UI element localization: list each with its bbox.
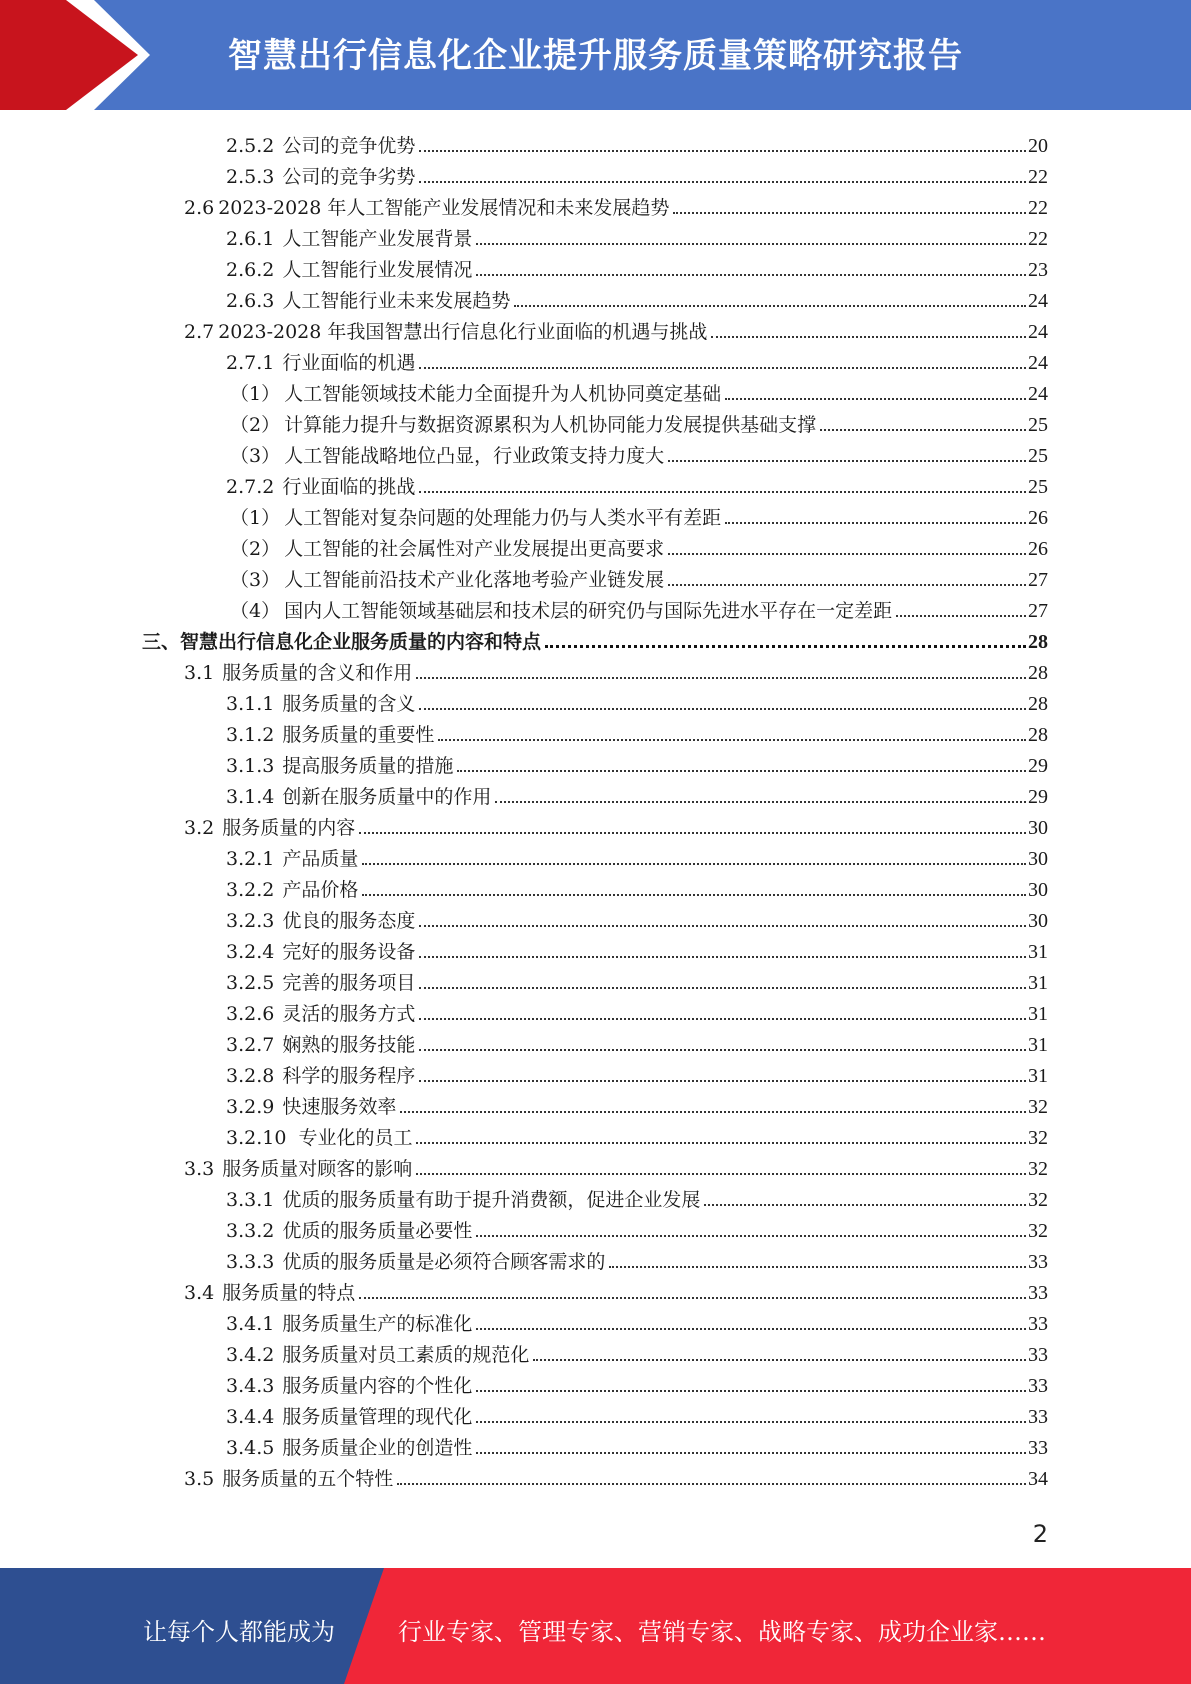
toc-entry-page: 25: [1028, 445, 1048, 467]
toc-entry[interactable]: [226, 902, 1048, 933]
toc-entry[interactable]: [226, 1305, 1048, 1336]
toc-entry-number: 3.2.5: [226, 972, 275, 994]
toc-entry-number: 2.7.2: [226, 476, 275, 498]
toc-entry-page: 32: [1028, 1127, 1048, 1149]
toc-entry-number: 3.2.3: [226, 910, 275, 932]
toc-entry[interactable]: [230, 530, 1048, 561]
toc-entry-page: 30: [1028, 817, 1048, 839]
dot-leader: [545, 645, 1026, 648]
dot-leader: [362, 894, 1026, 896]
toc-entry[interactable]: [230, 437, 1048, 468]
toc-entry[interactable]: [230, 592, 1048, 623]
toc-entry-title: 产品质量: [282, 848, 359, 870]
toc-entry-title: 服务质量生产的标准化: [282, 1313, 473, 1335]
dot-leader: [397, 1483, 1026, 1485]
toc-entry[interactable]: [230, 561, 1048, 592]
toc-entry-title: 服务质量的含义和作用: [222, 662, 413, 684]
toc-entry-number: 3.2.6: [226, 1003, 275, 1025]
dot-leader: [668, 584, 1026, 586]
toc-entry-title: 服务质量内容的个性化: [282, 1375, 473, 1397]
toc-entry-number: 三、: [142, 631, 181, 653]
toc-entry-page: 22: [1028, 166, 1048, 188]
toc-entry-title: 提高服务质量的措施: [282, 755, 454, 777]
dot-leader: [609, 1266, 1026, 1268]
toc-entry-number: 3.4.1: [226, 1313, 275, 1335]
toc-entry-page: 31: [1028, 1034, 1048, 1056]
toc-entry-title: 服务质量对顾客的影响: [222, 1158, 413, 1180]
toc-entry-page: 31: [1028, 941, 1048, 963]
toc-entry-page: 31: [1028, 1065, 1048, 1087]
toc-entry-number: 3.2.8: [226, 1065, 275, 1087]
dot-leader: [416, 1173, 1026, 1175]
dot-leader: [419, 181, 1026, 183]
toc-entry[interactable]: [226, 1088, 1048, 1119]
toc-entry[interactable]: [226, 995, 1048, 1026]
dot-leader: [359, 1297, 1026, 1299]
toc-entry-title: 完好的服务设备: [282, 941, 416, 963]
toc-entry[interactable]: [226, 1026, 1048, 1057]
toc-entry-page: 24: [1028, 383, 1048, 405]
toc-entry[interactable]: [226, 685, 1048, 716]
toc-entry-number: 3.1.2: [226, 724, 275, 746]
toc-entry-title: 灵活的服务方式: [282, 1003, 416, 1025]
toc-chapter-entry[interactable]: [142, 623, 1048, 654]
toc-entry[interactable]: [184, 1150, 1048, 1181]
toc-entry-title: 国内人工智能领域基础层和技术层的研究仍与国际先进水平存在一定差距: [284, 600, 893, 622]
page-number: 2: [1032, 1520, 1048, 1548]
toc-entry[interactable]: [226, 871, 1048, 902]
toc-entry-page: 32: [1028, 1158, 1048, 1180]
dot-leader: [359, 832, 1026, 834]
toc-entry[interactable]: [226, 1212, 1048, 1243]
toc-entry-number: 3.4: [184, 1282, 215, 1304]
dot-leader: [419, 708, 1026, 710]
dot-leader: [673, 212, 1026, 214]
dot-leader: [533, 1359, 1026, 1361]
toc-entry-title: 人工智能战略地位凸显，行业政策支持力度大: [284, 445, 665, 467]
toc-entry-number: （3）: [230, 445, 281, 467]
toc-entry-number: 3.4.4: [226, 1406, 275, 1428]
dot-leader: [476, 1421, 1026, 1423]
toc-entry-title: 快速服务效率: [282, 1096, 397, 1118]
dot-leader: [476, 1390, 1026, 1392]
toc-entry[interactable]: [226, 716, 1048, 747]
toc-entry-page: 34: [1028, 1468, 1048, 1490]
toc-entry-page: 26: [1028, 507, 1048, 529]
toc-entry-number: 2.6.2: [226, 259, 275, 281]
toc-entry-page: 29: [1028, 755, 1048, 777]
dot-leader: [419, 1049, 1026, 1051]
toc-entry-title: 行业面临的挑战: [282, 476, 416, 498]
toc-entry-number: （2）: [230, 538, 281, 560]
toc-entry-number: 2.7.1: [226, 352, 275, 374]
toc-entry-number: 3.3: [184, 1158, 215, 1180]
toc-entry[interactable]: [184, 189, 1048, 220]
toc-entry-page: 31: [1028, 1003, 1048, 1025]
toc-entry-title: 2023-2028 年我国智慧出行信息化行业面临的机遇与挑战: [218, 321, 708, 343]
toc-entry-page: 24: [1028, 290, 1048, 312]
toc-entry-number: 3.2.7: [226, 1034, 275, 1056]
toc-entry-page: 22: [1028, 197, 1048, 219]
dot-leader: [476, 243, 1026, 245]
toc-entry[interactable]: [226, 933, 1048, 964]
toc-entry-title: 服务质量企业的创造性: [282, 1437, 473, 1459]
toc-entry[interactable]: [230, 499, 1048, 530]
toc-entry[interactable]: [226, 251, 1048, 282]
toc-entry-title: 服务质量的含义: [282, 693, 416, 715]
toc-entry-number: 2.6.1: [226, 228, 275, 250]
toc-entry-title: 2023-2028 年人工智能产业发展情况和未来发展趋势: [218, 197, 670, 219]
dot-leader: [820, 429, 1026, 431]
toc-entry-page: 33: [1028, 1282, 1048, 1304]
dot-leader: [419, 925, 1026, 927]
toc-entry[interactable]: [226, 344, 1048, 375]
toc-entry-number: （4）: [230, 600, 281, 622]
dot-leader: [438, 739, 1026, 741]
toc-entry-title: 优良的服务态度: [282, 910, 416, 932]
toc-entry-number: 3.4.2: [226, 1344, 275, 1366]
toc-entry-page: 24: [1028, 321, 1048, 343]
toc-entry[interactable]: [226, 1243, 1048, 1274]
toc-entry-number: 2.6.3: [226, 290, 275, 312]
toc-entry-number: 3.3.3: [226, 1251, 275, 1273]
toc-entry-page: 28: [1028, 724, 1048, 746]
toc-entry[interactable]: [226, 1181, 1048, 1212]
toc-entry-page: 23: [1028, 259, 1048, 281]
toc-entry[interactable]: [226, 127, 1048, 158]
dot-leader: [416, 1142, 1026, 1144]
toc-entry-title: 服务质量管理的现代化: [282, 1406, 473, 1428]
toc-entry[interactable]: [226, 1057, 1048, 1088]
toc-entry-title: 公司的竞争劣势: [282, 166, 416, 188]
toc-entry-number: 3.2.2: [226, 879, 275, 901]
toc-entry-title: 优质的服务质量是必须符合顾客需求的: [282, 1251, 606, 1273]
toc-entry-page: 31: [1028, 972, 1048, 994]
toc-entry-number: 3.1.3: [226, 755, 275, 777]
toc-entry-title: 完善的服务项目: [282, 972, 416, 994]
report-title: 智慧出行信息化企业提升服务质量策略研究报告: [228, 36, 963, 76]
toc-entry[interactable]: [226, 1336, 1048, 1367]
toc-entry-title: 产品价格: [282, 879, 359, 901]
toc-entry[interactable]: [230, 375, 1048, 406]
toc-entry-title: 公司的竞争优势: [282, 135, 416, 157]
toc-entry[interactable]: [184, 809, 1048, 840]
dot-leader: [419, 956, 1026, 958]
toc-entry-title: 人工智能前沿技术产业化落地考验产业链发展: [284, 569, 665, 591]
toc-entry-number: 3.3.1: [226, 1189, 275, 1211]
toc-entry-number: 3.1: [184, 662, 215, 684]
toc-entry-page: 30: [1028, 910, 1048, 932]
toc-entry[interactable]: [226, 468, 1048, 499]
toc-entry-number: 2.6: [184, 197, 215, 219]
toc-entry[interactable]: [226, 1119, 1048, 1150]
toc-entry-title: 优质的服务质量必要性: [282, 1220, 473, 1242]
dot-leader: [495, 801, 1026, 803]
toc-entry-title: 人工智能对复杂问题的处理能力仍与人类水平有差距: [284, 507, 722, 529]
dot-leader: [400, 1111, 1026, 1113]
toc-entry-page: 28: [1028, 693, 1048, 715]
toc-entry-page: 33: [1028, 1406, 1048, 1428]
toc-entry[interactable]: [226, 964, 1048, 995]
toc-entry-page: 33: [1028, 1251, 1048, 1273]
toc-entry-title: 专业化的员工: [298, 1127, 413, 1149]
toc-entry[interactable]: [184, 313, 1048, 344]
toc-entry-number: （1）: [230, 507, 281, 529]
dot-leader: [476, 1452, 1026, 1454]
dot-leader: [419, 987, 1026, 989]
toc-entry[interactable]: [226, 158, 1048, 189]
toc-entry-page: 28: [1028, 631, 1048, 653]
dot-leader: [419, 150, 1026, 152]
toc-entry-page: 29: [1028, 786, 1048, 808]
toc-entry-page: 32: [1028, 1189, 1048, 1211]
dot-leader: [896, 615, 1026, 617]
toc-entry-title: 智慧出行信息化企业服务质量的内容和特点: [180, 631, 542, 653]
toc-entry-page: 33: [1028, 1437, 1048, 1459]
toc-entry[interactable]: [226, 778, 1048, 809]
toc-entry-number: 2.7: [184, 321, 215, 343]
dot-leader: [419, 1018, 1026, 1020]
dot-leader: [416, 677, 1026, 679]
toc-entry-title: 计算能力提升与数据资源累积为人机协同能力发展提供基础支撑: [284, 414, 817, 436]
toc-entry-number: 2.5.2: [226, 135, 275, 157]
toc-entry-page: 27: [1028, 569, 1048, 591]
toc-entry[interactable]: [230, 406, 1048, 437]
toc-entry-page: 27: [1028, 600, 1048, 622]
toc-entry-page: 32: [1028, 1220, 1048, 1242]
toc-entry-number: 3.2.4: [226, 941, 275, 963]
dot-leader: [668, 553, 1026, 555]
toc-entry[interactable]: [226, 747, 1048, 778]
toc-entry-number: 3.2.10: [226, 1127, 287, 1149]
toc-entry-number: 3.4.3: [226, 1375, 275, 1397]
dot-leader: [419, 491, 1026, 493]
toc-entry-page: 20: [1028, 135, 1048, 157]
toc-entry-number: 3.5: [184, 1468, 215, 1490]
toc-entry[interactable]: [184, 1460, 1048, 1491]
toc-entry[interactable]: [184, 654, 1048, 685]
dot-leader: [457, 770, 1026, 772]
dot-leader: [476, 1328, 1026, 1330]
toc-entry-title: 科学的服务程序: [282, 1065, 416, 1087]
dot-leader: [419, 367, 1026, 369]
page-header: [0, 0, 1191, 110]
dot-leader: [725, 398, 1026, 400]
dot-leader: [476, 1235, 1026, 1237]
toc-entry-title: 行业面临的机遇: [282, 352, 416, 374]
dot-leader: [514, 305, 1026, 307]
toc-entry-title: 人工智能行业未来发展趋势: [282, 290, 511, 312]
dot-leader: [704, 1204, 1026, 1206]
toc-entry-number: 3.2.1: [226, 848, 275, 870]
toc-entry-page: 28: [1028, 662, 1048, 684]
toc-entry-number: 3.1.1: [226, 693, 275, 715]
toc-entry-title: 人工智能的社会属性对产业发展提出更高要求: [284, 538, 665, 560]
toc-entry-page: 33: [1028, 1344, 1048, 1366]
toc-entry-number: 3.3.2: [226, 1220, 275, 1242]
toc-entry[interactable]: [226, 220, 1048, 251]
toc-entry-number: 3.2: [184, 817, 215, 839]
toc-entry-number: 3.4.5: [226, 1437, 275, 1459]
dot-leader: [668, 460, 1026, 462]
toc-entry-page: 25: [1028, 476, 1048, 498]
dot-leader: [725, 522, 1026, 524]
toc-entry[interactable]: [226, 1367, 1048, 1398]
toc-entry-page: 32: [1028, 1096, 1048, 1118]
toc-entry-page: 22: [1028, 228, 1048, 250]
toc-entry-page: 33: [1028, 1313, 1048, 1335]
toc-entry-title: 人工智能产业发展背景: [282, 228, 473, 250]
toc-entry-page: 24: [1028, 352, 1048, 374]
toc-entry[interactable]: [184, 1274, 1048, 1305]
footer-slogan-right: 行业专家、管理专家、营销专家、战略专家、成功企业家……: [398, 1618, 1046, 1646]
dot-leader: [711, 336, 1026, 338]
toc-entry-number: （1）: [230, 383, 281, 405]
toc-entry-number: （2）: [230, 414, 281, 436]
toc-entry-title: 娴熟的服务技能: [282, 1034, 416, 1056]
dot-leader: [362, 863, 1026, 865]
toc-entry-title: 人工智能行业发展情况: [282, 259, 473, 281]
toc-entry-page: 26: [1028, 538, 1048, 560]
toc-entry-title: 服务质量对员工素质的规范化: [282, 1344, 530, 1366]
toc-entry[interactable]: [226, 282, 1048, 313]
toc-entry-title: 服务质量的内容: [222, 817, 356, 839]
toc-entry-number: 2.5.3: [226, 166, 275, 188]
toc-entry-title: 服务质量的重要性: [282, 724, 435, 746]
dot-leader: [419, 1080, 1026, 1082]
toc-entry-number: （3）: [230, 569, 281, 591]
toc-entry-page: 33: [1028, 1375, 1048, 1397]
toc-entry-title: 创新在服务质量中的作用: [282, 786, 492, 808]
page-footer: [0, 1568, 1191, 1684]
toc-entry-title: 服务质量的五个特性: [222, 1468, 394, 1490]
toc-entry-title: 服务质量的特点: [222, 1282, 356, 1304]
dot-leader: [476, 274, 1026, 276]
toc-entry-page: 25: [1028, 414, 1048, 436]
toc-entry[interactable]: [226, 1429, 1048, 1460]
toc-entry-title: 人工智能领域技术能力全面提升为人机协同奠定基础: [284, 383, 722, 405]
footer-slogan-left: 让每个人都能成为: [143, 1618, 335, 1646]
toc-entry-number: 3.2.9: [226, 1096, 275, 1118]
toc-entry[interactable]: [226, 840, 1048, 871]
chevron-arrow-icon: [0, 0, 138, 110]
toc-entry-title: 优质的服务质量有助于提升消费额，促进企业发展: [282, 1189, 701, 1211]
toc-entry-page: 30: [1028, 848, 1048, 870]
toc-entry-number: 3.1.4: [226, 786, 275, 808]
toc-entry[interactable]: [226, 1398, 1048, 1429]
toc-entry-page: 30: [1028, 879, 1048, 901]
